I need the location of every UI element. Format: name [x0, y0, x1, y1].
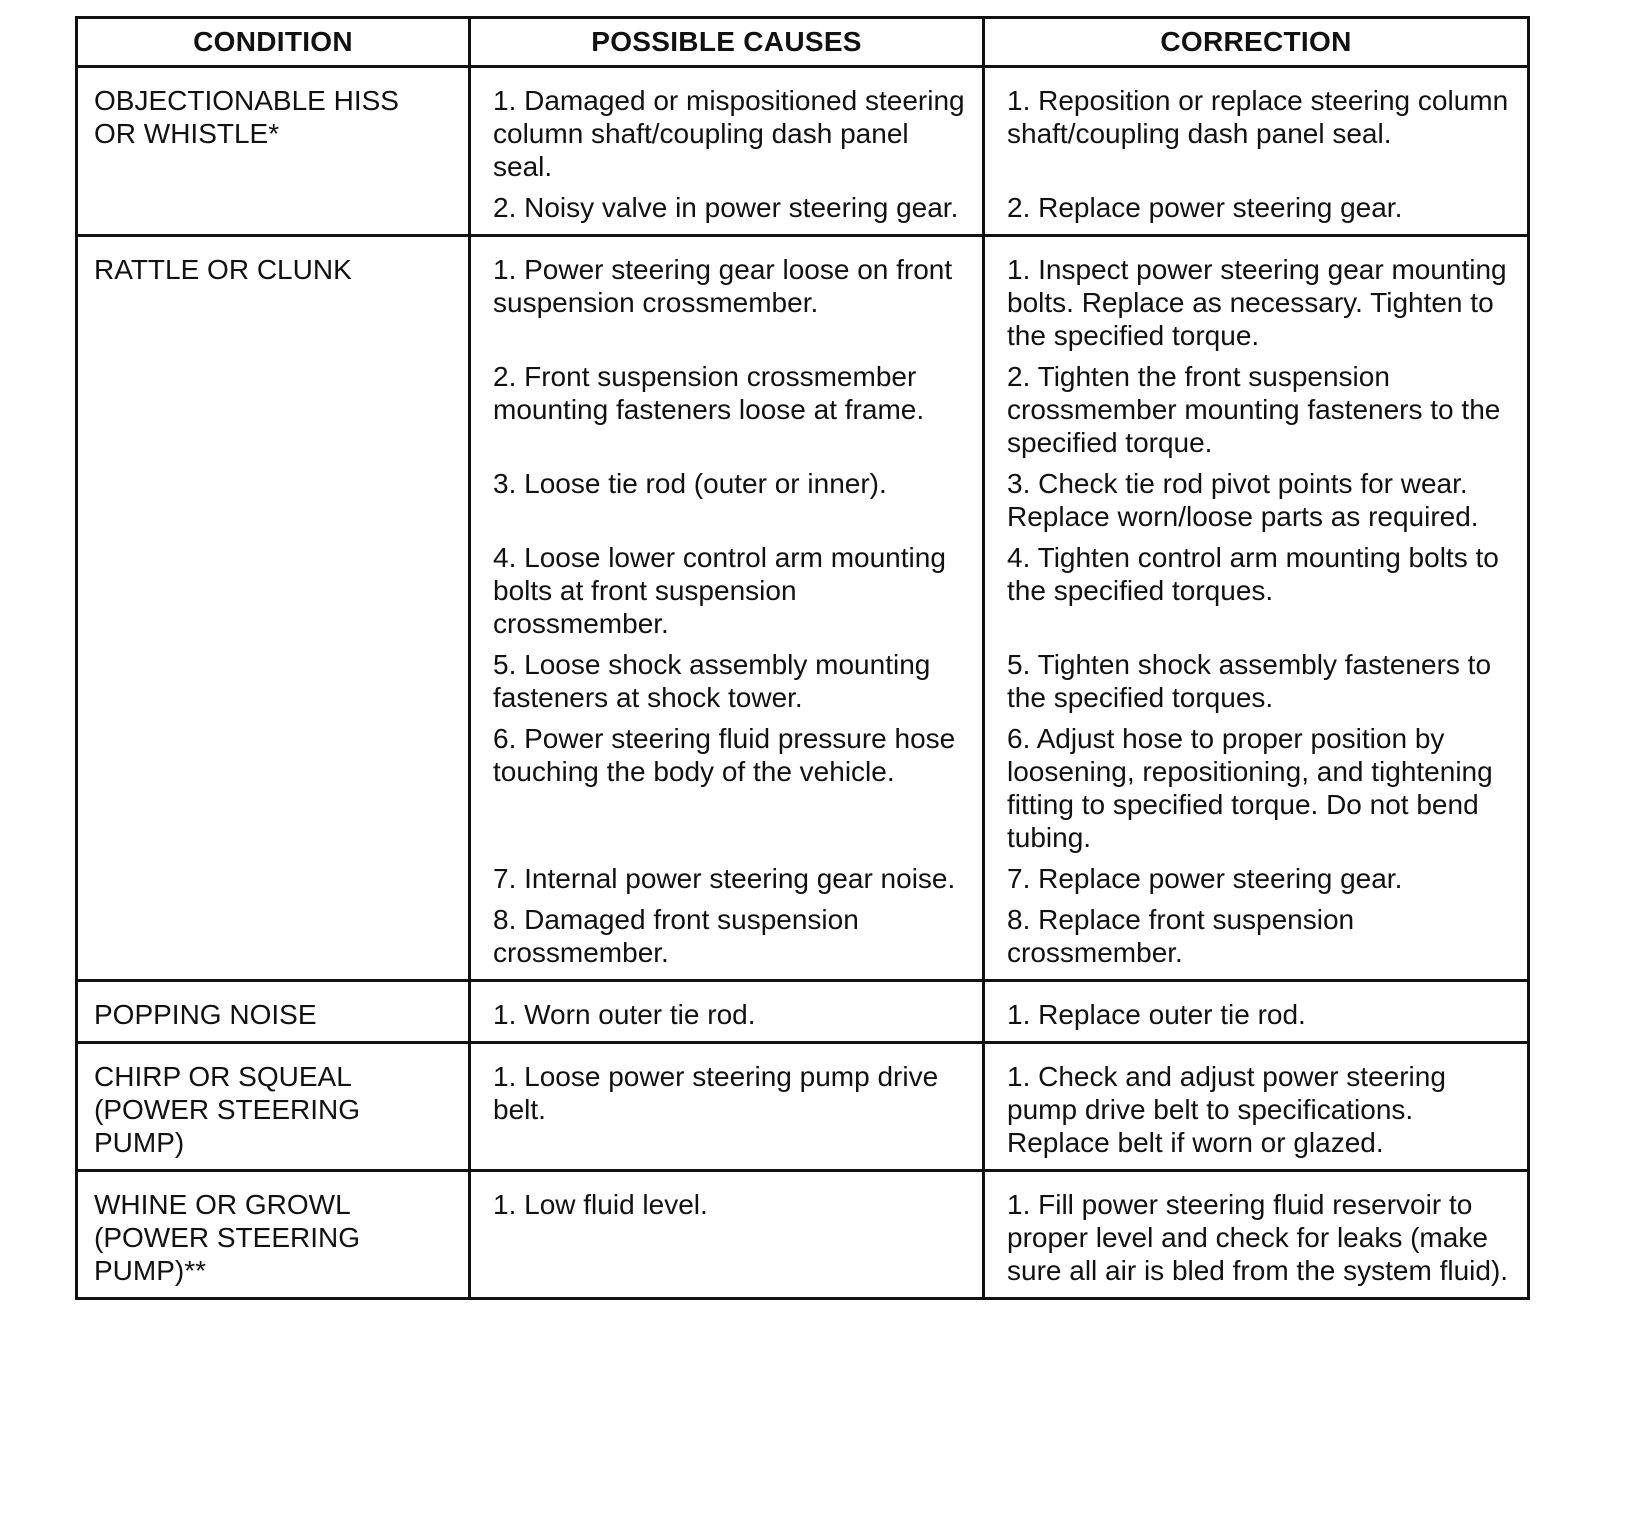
condition-cell: POPPING NOISE	[77, 981, 470, 1043]
cause-cell: 2. Front suspension crossmember mounting fasteners loose at frame.	[470, 360, 984, 467]
header-condition: CONDITION	[77, 18, 470, 67]
correction-cell: 6. Adjust hose to proper position by loosening, repositioning, and tightening fitting to specified torque. Do not bend tubing.	[984, 722, 1529, 862]
cause-cell: 3. Loose tie rod (outer or inner).	[470, 467, 984, 541]
correction-cell: 1. Replace outer tie rod.	[984, 981, 1529, 1043]
header-possible-causes: POSSIBLE CAUSES	[470, 18, 984, 67]
table-row	[77, 236, 1529, 361]
correction-cell: 5. Tighten shock assembly fasteners to the specified torques.	[984, 648, 1529, 722]
cause-cell: 1. Power steering gear loose on front suspension crossmember.	[470, 236, 984, 361]
cause-cell: 2. Noisy valve in power steering gear.	[470, 191, 984, 236]
condition-cell: WHINE OR GROWL (POWER STEERING PUMP)**	[77, 1171, 470, 1299]
correction-cell: 2. Tighten the front suspension crossmember mounting fasteners to the specified torque.	[984, 360, 1529, 467]
table-row	[77, 981, 1529, 1043]
correction-cell: 3. Check tie rod pivot points for wear. Replace worn/loose parts as required.	[984, 467, 1529, 541]
table-row	[77, 1043, 1529, 1171]
correction-cell: 1. Inspect power steering gear mounting bolts. Replace as necessary. Tighten to the specified torque.	[984, 236, 1529, 361]
cause-cell: 1. Damaged or mispositioned steering column shaft/coupling dash panel seal.	[470, 67, 984, 192]
cause-cell: 5. Loose shock assembly mounting fasteners at shock tower.	[470, 648, 984, 722]
table-row	[77, 1171, 1529, 1299]
cause-cell: 6. Power steering fluid pressure hose touching the body of the vehicle.	[470, 722, 984, 862]
header-correction: CORRECTION	[984, 18, 1529, 67]
correction-cell: 8. Replace front suspension crossmember.	[984, 903, 1529, 981]
condition-cell: OBJECTIONABLE HISS OR WHISTLE*	[77, 67, 470, 236]
header-row	[77, 18, 1529, 67]
cause-cell: 1. Low fluid level.	[470, 1171, 984, 1299]
correction-cell: 1. Fill power steering fluid reservoir to proper level and check for leaks (make sure all air is bled from the system fluid).	[984, 1171, 1529, 1299]
table-row	[77, 67, 1529, 192]
condition-cell: CHIRP OR SQUEAL (POWER STEERING PUMP)	[77, 1043, 470, 1171]
cause-cell: 1. Worn outer tie rod.	[470, 981, 984, 1043]
cause-cell: 7. Internal power steering gear noise.	[470, 862, 984, 903]
correction-cell: 1. Check and adjust power steering pump drive belt to specifications. Replace belt if worn or glazed.	[984, 1043, 1529, 1171]
correction-cell: 1. Reposition or replace steering column shaft/coupling dash panel seal.	[984, 67, 1529, 192]
correction-cell: 4. Tighten control arm mounting bolts to the specified torques.	[984, 541, 1529, 648]
cause-cell: 4. Loose lower control arm mounting bolts at front suspension crossmember.	[470, 541, 984, 648]
cause-cell: 1. Loose power steering pump drive belt.	[470, 1043, 984, 1171]
correction-cell: 7. Replace power steering gear.	[984, 862, 1529, 903]
condition-cell: RATTLE OR CLUNK	[77, 236, 470, 981]
cause-cell: 8. Damaged front suspension crossmember.	[470, 903, 984, 981]
correction-cell: 2. Replace power steering gear.	[984, 191, 1529, 236]
diagnosis-table	[75, 16, 1530, 1300]
